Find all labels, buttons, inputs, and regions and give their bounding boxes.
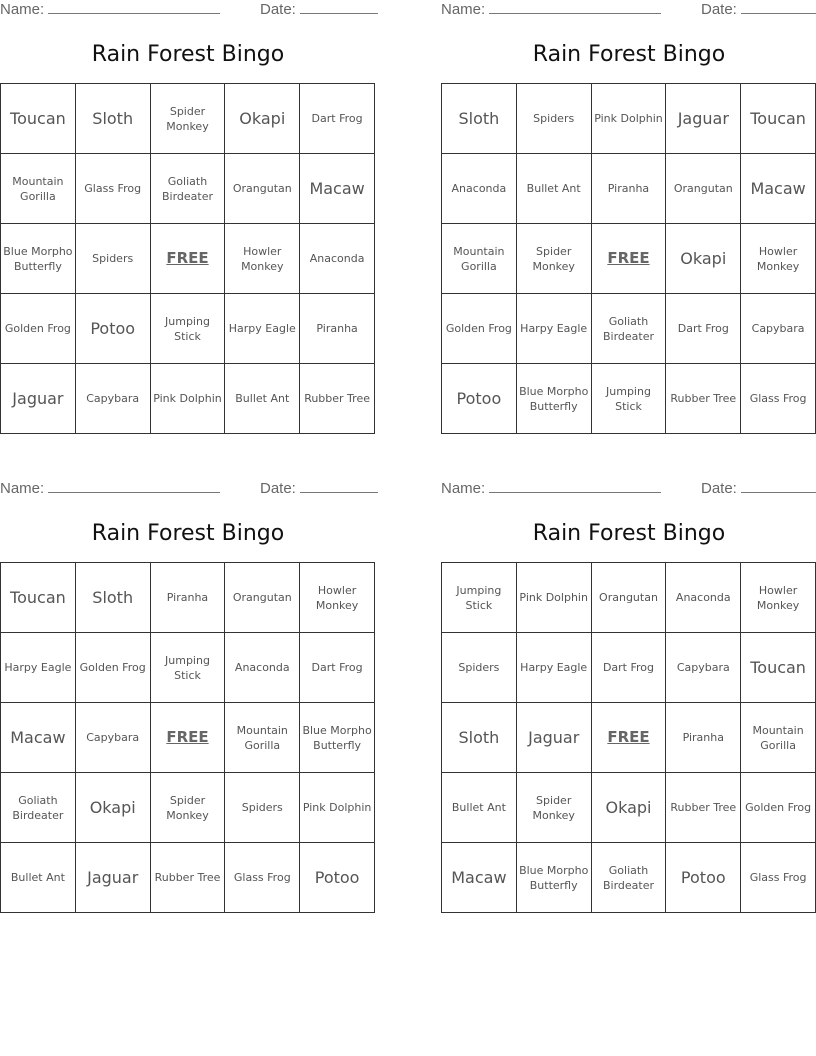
bingo-cell[interactable]: Blue Morpho Butterfly — [1, 224, 76, 294]
bingo-cell[interactable]: Howler Monkey — [225, 224, 300, 294]
card-title: Rain Forest Bingo — [532, 521, 726, 546]
bingo-cell[interactable]: Golden Frog — [76, 633, 151, 703]
bingo-cell[interactable]: Spiders — [225, 773, 300, 843]
bingo-cell[interactable]: Potoo — [300, 843, 375, 913]
date-blank-line[interactable] — [741, 1, 816, 14]
bingo-cell[interactable]: Howler Monkey — [741, 224, 816, 294]
bingo-cell[interactable]: Capybara — [741, 294, 816, 364]
bingo-cell[interactable]: Harpy Eagle — [517, 294, 592, 364]
bingo-cell[interactable]: Potoo — [666, 843, 741, 913]
bingo-cell[interactable]: Glass Frog — [76, 154, 151, 224]
bingo-cell[interactable]: Macaw — [1, 703, 76, 773]
free-space[interactable]: FREE — [592, 224, 667, 294]
bingo-grid — [0, 83, 375, 434]
date-label: Date: — [260, 1, 296, 18]
bingo-cell[interactable]: Jaguar — [1, 364, 76, 434]
date-blank-line[interactable] — [300, 1, 378, 14]
bingo-cell[interactable]: Okapi — [592, 773, 667, 843]
bingo-cell[interactable]: Mountain Gorilla — [225, 703, 300, 773]
free-space[interactable]: FREE — [592, 703, 667, 773]
bingo-cell[interactable]: Golden Frog — [1, 294, 76, 364]
name-blank-line[interactable] — [48, 1, 220, 14]
card-title: Rain Forest Bingo — [532, 42, 726, 67]
bingo-cell[interactable]: Golden Frog — [741, 773, 816, 843]
date-field[interactable] — [701, 1, 816, 18]
card-header — [0, 479, 376, 501]
bingo-cell[interactable]: Capybara — [76, 703, 151, 773]
bingo-cell[interactable]: Sloth — [76, 563, 151, 633]
bingo-cell[interactable]: Anaconda — [300, 224, 375, 294]
bingo-cell[interactable]: Piranha — [300, 294, 375, 364]
bingo-cell[interactable]: Anaconda — [442, 154, 517, 224]
bingo-card-1 — [0, 0, 376, 408]
bingo-cell[interactable]: Goliath Birdeater — [592, 294, 667, 364]
bingo-cell[interactable]: Bullet Ant — [225, 364, 300, 434]
bingo-cell[interactable]: Goliath Birdeater — [592, 843, 667, 913]
bingo-card-3 — [0, 479, 376, 887]
bingo-cell[interactable]: Rubber Tree — [151, 843, 226, 913]
bingo-cell[interactable]: Anaconda — [225, 633, 300, 703]
bingo-cell[interactable]: Rubber Tree — [666, 364, 741, 434]
bingo-cell[interactable]: Okapi — [225, 84, 300, 154]
bingo-cell[interactable]: Spiders — [76, 224, 151, 294]
bingo-cell[interactable]: Jumping Stick — [151, 633, 226, 703]
bingo-cell[interactable]: Spiders — [517, 84, 592, 154]
bingo-cell[interactable]: Mountain Gorilla — [1, 154, 76, 224]
bingo-cell[interactable]: Orangutan — [592, 563, 667, 633]
bingo-cell[interactable]: Jaguar — [76, 843, 151, 913]
name-blank-line[interactable] — [489, 1, 661, 14]
bingo-cell[interactable]: Blue Morpho Butterfly — [517, 843, 592, 913]
name-field[interactable] — [441, 480, 661, 497]
bingo-cell[interactable]: Jumping Stick — [442, 563, 517, 633]
date-field[interactable] — [260, 1, 378, 18]
bingo-cell[interactable]: Toucan — [1, 84, 76, 154]
free-space[interactable]: FREE — [151, 703, 226, 773]
bingo-cell[interactable]: Goliath Birdeater — [1, 773, 76, 843]
bingo-cell[interactable]: Orangutan — [666, 154, 741, 224]
bingo-cell[interactable]: Mountain Gorilla — [741, 703, 816, 773]
bingo-cell[interactable]: Spider Monkey — [517, 224, 592, 294]
bingo-cell[interactable]: Howler Monkey — [300, 563, 375, 633]
bingo-cell[interactable]: Glass Frog — [741, 364, 816, 434]
date-field[interactable] — [701, 480, 816, 497]
name-blank-line[interactable] — [48, 480, 220, 493]
bingo-cell[interactable]: Sloth — [76, 84, 151, 154]
bingo-cell[interactable]: Dart Frog — [300, 633, 375, 703]
name-label: Name: — [441, 480, 486, 497]
bingo-cell[interactable]: Rubber Tree — [666, 773, 741, 843]
name-field[interactable] — [0, 480, 220, 497]
bingo-cell[interactable]: Jumping Stick — [592, 364, 667, 434]
bingo-cell[interactable]: Sloth — [442, 84, 517, 154]
bingo-cell[interactable]: Golden Frog — [442, 294, 517, 364]
bingo-cell[interactable]: Piranha — [666, 703, 741, 773]
bingo-cell[interactable]: Jumping Stick — [151, 294, 226, 364]
bingo-cell[interactable]: Pink Dolphin — [151, 364, 226, 434]
bingo-cell[interactable]: Jaguar — [666, 84, 741, 154]
bingo-cell[interactable]: Spider Monkey — [151, 773, 226, 843]
bingo-cell[interactable]: Blue Morpho Butterfly — [300, 703, 375, 773]
bingo-cell[interactable]: Harpy Eagle — [1, 633, 76, 703]
name-label: Name: — [0, 480, 45, 497]
date-blank-line[interactable] — [741, 480, 816, 493]
date-field[interactable] — [260, 480, 378, 497]
name-label: Name: — [441, 1, 486, 18]
bingo-cell[interactable]: Spider Monkey — [151, 84, 226, 154]
bingo-cell[interactable]: Spider Monkey — [517, 773, 592, 843]
bingo-cell[interactable]: Orangutan — [225, 563, 300, 633]
bingo-cell[interactable]: Okapi — [76, 773, 151, 843]
bingo-cell[interactable]: Bullet Ant — [1, 843, 76, 913]
bingo-cell[interactable]: Dart Frog — [666, 294, 741, 364]
card-header — [441, 0, 816, 22]
bingo-grid — [441, 562, 816, 913]
bingo-cell[interactable]: Potoo — [442, 364, 517, 434]
bingo-cell[interactable]: Bullet Ant — [517, 154, 592, 224]
card-header — [0, 0, 376, 22]
card-title: Rain Forest Bingo — [91, 521, 285, 546]
bingo-cell[interactable]: Goliath Birdeater — [151, 154, 226, 224]
bingo-cell[interactable]: Piranha — [151, 563, 226, 633]
bingo-cell[interactable]: Pink Dolphin — [517, 563, 592, 633]
card-header — [441, 479, 816, 501]
bingo-cell[interactable]: Dart Frog — [300, 84, 375, 154]
bingo-cell[interactable]: Toucan — [1, 563, 76, 633]
card-title: Rain Forest Bingo — [91, 42, 285, 67]
bingo-cell[interactable]: Capybara — [666, 633, 741, 703]
bingo-grid — [0, 562, 375, 913]
date-label: Date: — [701, 1, 737, 18]
bingo-cell[interactable]: Pink Dolphin — [592, 84, 667, 154]
bingo-cell[interactable]: Potoo — [76, 294, 151, 364]
bingo-cell[interactable]: Piranha — [592, 154, 667, 224]
bingo-cell[interactable]: Harpy Eagle — [517, 633, 592, 703]
bingo-cell[interactable]: Glass Frog — [741, 843, 816, 913]
bingo-cell[interactable]: Bullet Ant — [442, 773, 517, 843]
bingo-cell[interactable]: Orangutan — [225, 154, 300, 224]
bingo-cell[interactable]: Mountain Gorilla — [442, 224, 517, 294]
bingo-cell[interactable]: Spiders — [442, 633, 517, 703]
name-blank-line[interactable] — [489, 480, 661, 493]
bingo-cell[interactable]: Glass Frog — [225, 843, 300, 913]
bingo-cell[interactable]: Okapi — [666, 224, 741, 294]
bingo-cell[interactable]: Dart Frog — [592, 633, 667, 703]
name-label: Name: — [0, 1, 45, 18]
bingo-card-2 — [441, 0, 816, 413]
bingo-cell[interactable]: Macaw — [741, 154, 816, 224]
bingo-cell[interactable]: Toucan — [741, 633, 816, 703]
name-field[interactable] — [441, 1, 661, 18]
date-label: Date: — [701, 480, 737, 497]
bingo-cell[interactable]: Macaw — [442, 843, 517, 913]
bingo-cell[interactable]: Harpy Eagle — [225, 294, 300, 364]
bingo-grid — [441, 83, 816, 434]
bingo-cell[interactable]: Macaw — [300, 154, 375, 224]
free-space[interactable]: FREE — [151, 224, 226, 294]
date-label: Date: — [260, 480, 296, 497]
date-blank-line[interactable] — [300, 480, 378, 493]
bingo-cell[interactable]: Pink Dolphin — [300, 773, 375, 843]
bingo-cell[interactable]: Blue Morpho Butterfly — [517, 364, 592, 434]
bingo-cell[interactable]: Rubber Tree — [300, 364, 375, 434]
bingo-cell[interactable]: Howler Monkey — [741, 563, 816, 633]
bingo-cell[interactable]: Toucan — [741, 84, 816, 154]
bingo-cell[interactable]: Sloth — [442, 703, 517, 773]
bingo-cell[interactable]: Anaconda — [666, 563, 741, 633]
bingo-card-4 — [441, 479, 816, 892]
name-field[interactable] — [0, 1, 220, 18]
bingo-cell[interactable]: Jaguar — [517, 703, 592, 773]
bingo-cell[interactable]: Capybara — [76, 364, 151, 434]
